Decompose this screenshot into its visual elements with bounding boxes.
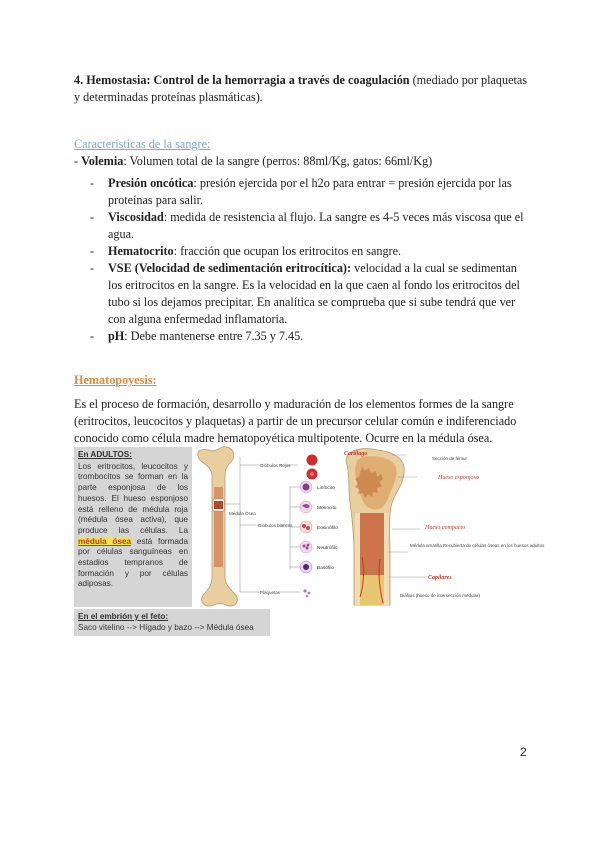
item-term: Hematocrito (108, 244, 174, 258)
hemato-title-text: Hematopoyesis: (74, 373, 157, 387)
adults-info-box (74, 447, 192, 607)
volemia-line (74, 153, 534, 170)
embryo-box-title: En el embrión y el feto: (78, 612, 169, 621)
heading-rest-text: (mediado por plaquetas y determinadas proteínas plasmáticas). (74, 73, 528, 104)
embryo-info-box (74, 609, 270, 636)
red-cells-label: Glóbulos Rojos (260, 463, 291, 468)
hematopoiesis-figure (192, 447, 545, 609)
hemato-paragraph: Es el proceso de formación, desarrollo y maduración de los elementos formes de la sangre (eritrocitos, leucocitos y plaquetas) a partir de un precursor celular común e indiferenciado conocido como célula madre hematopoyética multipotente. Ocurre en la médula ósea. (74, 397, 517, 445)
cell-name: Monocito (317, 506, 337, 511)
femur-bone-illustration (198, 447, 240, 606)
cell-name: Basófilo (317, 566, 335, 571)
white-cells-label: Glóbulos blancos (258, 523, 293, 528)
list-item (90, 175, 530, 209)
bone-cross-section-illustration (346, 449, 404, 605)
cell-name: Neutrófilo (317, 546, 338, 551)
cartilage-label: Cartílago (344, 451, 368, 457)
item-term: Presión oncótica (108, 176, 194, 190)
list-item (90, 243, 530, 260)
item-term: pH (108, 329, 125, 343)
heading-bold-text: 4. Hemostasia: Control de la hemorragia a través de coagulación (74, 73, 410, 87)
hemato-title (74, 372, 157, 389)
dash-mark: - (90, 261, 95, 275)
cell-name: Linfocito (317, 486, 335, 491)
cell-name: Eosinófilo (317, 526, 338, 531)
diaphysis-label: Diáfisis (hueso de intersección medular) (400, 593, 481, 598)
list-item (90, 328, 530, 345)
platelets-label: Plaquetas (260, 590, 281, 595)
embryo-box-text: Saco vitelino --> Hígado y bazo --> Médula ósea (78, 623, 254, 632)
section-label: Sección de fémur (432, 456, 468, 461)
adults-box-title: En ADULTOS: (78, 450, 132, 459)
adults-box-text (74, 461, 192, 591)
list-item (90, 260, 530, 328)
blood-properties-list (90, 175, 530, 345)
spongy-bone-label: Hueso esponjoso (438, 475, 479, 481)
blood-title (74, 136, 210, 153)
blood-title-text: Características de la sangre: (74, 137, 211, 151)
adults-text-before: Los eritrocitos, leucocitos y trombocitos se forman en la parte esponjosa de los huesos. El hueso esponjoso está relleno de médula roja (médula ósea activa), que produce las células. La (78, 461, 188, 535)
dash-mark: - (90, 210, 95, 224)
yellow-marrow-label: Médula amarilla Recubierta de células óseas en los huesos adultos (410, 543, 545, 548)
dash-mark: - (90, 176, 95, 190)
volemia-term: Volemia (81, 154, 124, 168)
volemia-text: : Volumen total de la sangre (perros: 88ml/Kg, gatos: 66ml/Kg) (123, 154, 433, 168)
white-blood-cells-icons (300, 481, 312, 573)
marrow-label: Médula Ósea (229, 511, 256, 516)
item-text: : presión ejercida por el h2o para entrar = presión ejercida por las proteínas para salir. (108, 176, 512, 207)
adults-text-after: está formada por células sanguíneas en estadios tempranos de formación y por células adiposas. (78, 536, 188, 589)
compact-bone-label: Hueso compacto (425, 525, 466, 531)
dash-mark: - (90, 329, 95, 343)
red-blood-cells-icon (307, 455, 318, 480)
section-heading (74, 72, 534, 106)
page-number: 2 (520, 745, 527, 759)
item-text: : Debe mantenerse entre 7.35 y 7.45. (124, 329, 304, 343)
bone-marrow-highlight: médula ósea (78, 536, 132, 546)
item-text: : fracción que ocupan los eritrocitos en sangre. (173, 244, 402, 258)
capillaries-label: Capilares (428, 575, 452, 581)
volemia-prefix: - (74, 154, 82, 168)
item-term: Viscosidad (108, 210, 164, 224)
platelets-icon (303, 589, 310, 597)
item-text: : medida de resistencia al flujo. La sangre es 4-5 veces más viscosa que el agua. (108, 210, 524, 241)
item-term: VSE (Velocidad de sedimentación eritrocítica): (108, 261, 352, 275)
item-text: velocidad a la cual se sedimentan los eritrocitos en la sangre. Es la velocidad en la que caen al fondo los eritrocitos del tubo si los dejamos precipitar. En analítica se comprueba que si sube tendrá que ver con alguna enfermedad inflamatoria. (108, 261, 520, 326)
dash-mark: - (90, 244, 95, 258)
list-item (90, 209, 530, 243)
